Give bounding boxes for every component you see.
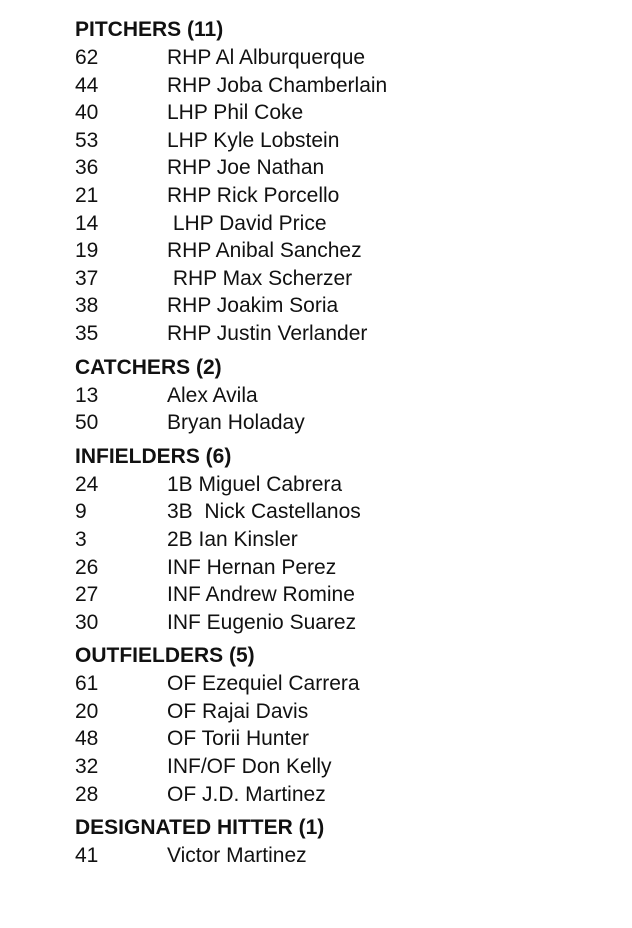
player-row: [75, 409, 615, 437]
player-name: RHP Al Alburquerque: [167, 46, 366, 69]
player-row: [75, 382, 615, 410]
player-number: 26: [75, 555, 99, 579]
player-row: [75, 842, 615, 870]
player-name: 2B Ian Kinsler: [167, 527, 298, 551]
player-row: [75, 698, 615, 726]
player-name: LHP David Price: [167, 211, 327, 235]
player-name: LHP Kyle Lobstein: [167, 128, 340, 152]
player-number: 38: [75, 294, 99, 318]
section-header: PITCHERS (11): [75, 18, 224, 41]
player-row: [75, 182, 615, 210]
player-name: Victor Martinez: [167, 844, 307, 868]
player-number: 40: [75, 101, 99, 125]
roster-section: [75, 16, 615, 348]
player-name: Alex Avila: [167, 383, 258, 407]
roster-section: [75, 814, 615, 870]
player-row: [75, 292, 615, 320]
roster-section: [75, 443, 615, 637]
player-number: 9: [75, 500, 87, 524]
player-name: OF Torii Hunter: [167, 727, 309, 751]
player-row: [75, 498, 615, 526]
player-name: 3B Nick Castellanos: [167, 500, 361, 524]
player-row: [75, 99, 615, 127]
section-header: OUTFIELDERS (5): [75, 644, 255, 668]
player-row: [75, 781, 615, 809]
player-name: INF/OF Don Kelly: [167, 755, 332, 779]
player-number: 53: [75, 128, 99, 152]
player-name: OF J.D. Martinez: [167, 782, 326, 806]
player-number: 13: [75, 383, 99, 407]
player-number: 19: [75, 239, 99, 263]
player-name: LHP Phil Coke: [167, 101, 304, 125]
section-header: CATCHERS (2): [75, 355, 222, 379]
player-number: 41: [75, 844, 99, 868]
player-number: 28: [75, 782, 99, 806]
player-row: [75, 320, 615, 348]
player-number: 21: [75, 183, 99, 207]
player-row: [75, 526, 615, 554]
roster-section: [75, 642, 615, 808]
player-row: [75, 154, 615, 182]
player-number: 20: [75, 699, 99, 723]
player-row: [75, 670, 615, 698]
player-name: INF Andrew Romine: [167, 583, 355, 607]
player-row: [75, 237, 615, 265]
player-number: 50: [75, 411, 99, 435]
player-row: [75, 127, 615, 155]
player-number: 36: [75, 156, 99, 180]
player-number: 14: [75, 211, 99, 235]
player-row: [75, 725, 615, 753]
player-row: [75, 581, 615, 609]
player-number: 27: [75, 583, 99, 607]
player-name: RHP Max Scherzer: [167, 266, 353, 290]
player-number: 44: [75, 73, 99, 97]
player-number: 37: [75, 266, 99, 290]
player-name: RHP Anibal Sanchez: [167, 239, 362, 263]
player-name: RHP Joba Chamberlain: [167, 73, 388, 97]
player-number: 32: [75, 755, 99, 779]
player-row: [75, 72, 615, 100]
player-row: [75, 554, 615, 582]
player-name: OF Ezequiel Carrera: [167, 672, 360, 696]
player-number: 61: [75, 672, 99, 696]
player-number: 30: [75, 610, 99, 634]
player-name: Bryan Holaday: [167, 411, 305, 435]
player-number: 35: [75, 321, 99, 345]
player-name: RHP Joakim Soria: [167, 294, 339, 318]
player-name: 1B Miguel Cabrera: [167, 472, 343, 496]
player-number: 48: [75, 727, 99, 751]
player-number: 62: [75, 46, 99, 69]
player-name: INF Eugenio Suarez: [167, 610, 357, 634]
player-row: [75, 609, 615, 637]
player-row: [75, 210, 615, 238]
player-number: 24: [75, 472, 99, 496]
player-name: RHP Joe Nathan: [167, 156, 325, 180]
player-name: RHP Justin Verlander: [167, 321, 368, 345]
player-row: [75, 265, 615, 293]
player-row: [75, 753, 615, 781]
player-name: OF Rajai Davis: [167, 699, 309, 723]
player-name: INF Hernan Perez: [167, 555, 337, 579]
section-header: INFIELDERS (6): [75, 444, 232, 468]
roster-section: [75, 354, 615, 437]
roster-list: [75, 16, 615, 876]
player-name: RHP Rick Porcello: [167, 183, 340, 207]
player-row: [75, 44, 615, 72]
player-row: [75, 471, 615, 499]
player-number: 3: [75, 527, 87, 551]
section-header: DESIGNATED HITTER (1): [75, 816, 325, 840]
